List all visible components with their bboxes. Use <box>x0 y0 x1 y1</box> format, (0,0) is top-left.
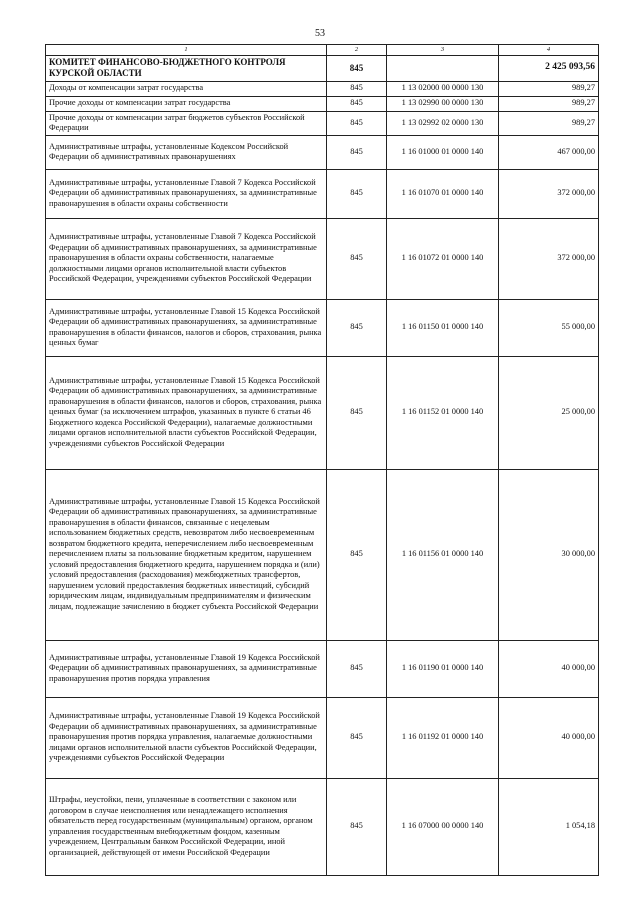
revenue-code: 1 16 01072 01 0000 140 <box>387 218 499 299</box>
row-description: Штрафы, неустойки, пени, уплаченные в соответствии с законом или договором в случае неисполнения или ненадлежащего исполнения обязательств перед государственным (муниципальным) органом, органом управления государственным внебюджетным фондом, казенным учреждением, Центральным банком Российской Федерации, иной организацией, действующей от имени Российской Федерации <box>46 778 327 875</box>
table-row <box>46 469 599 640</box>
committee-name: КОМИТЕТ ФИНАНСОВО-БЮДЖЕТНОГО КОНТРОЛЯ КУРСКОЙ ОБЛАСТИ <box>46 56 327 82</box>
admin-code: 845 <box>327 356 387 469</box>
revenue-code: 1 13 02992 02 0000 130 <box>387 111 499 135</box>
amount: 2 425 093,56 <box>499 56 599 82</box>
admin-code: 845 <box>327 697 387 778</box>
table-row <box>46 96 599 111</box>
amount: 55 000,00 <box>499 299 599 356</box>
amount: 1 054,18 <box>499 778 599 875</box>
row-description: Доходы от компенсации затрат государства <box>46 81 327 96</box>
revenue-code: 1 16 01150 01 0000 140 <box>387 299 499 356</box>
row-description: Прочие доходы от компенсации затрат государства <box>46 96 327 111</box>
table-row <box>46 778 599 875</box>
table-row <box>46 697 599 778</box>
amount: 372 000,00 <box>499 218 599 299</box>
row-description: Административные штрафы, установленные Главой 19 Кодекса Российской Федерации об административных правонарушениях, за административные правонарушения против порядка управления, налагаемые должностными лицами органов исполнительной власти субъектов Российской Федерации, учреждениями субъектов Российской Федерации <box>46 697 327 778</box>
table-row <box>46 299 599 356</box>
amount: 467 000,00 <box>499 135 599 169</box>
amount: 40 000,00 <box>499 697 599 778</box>
revenue-code: 1 16 01190 01 0000 140 <box>387 640 499 697</box>
budget-revenue-table <box>45 44 599 876</box>
revenue-code: 1 16 01156 01 0000 140 <box>387 469 499 640</box>
admin-code: 845 <box>327 640 387 697</box>
table-row <box>46 111 599 135</box>
revenue-code <box>387 56 499 82</box>
row-description: Административные штрафы, установленные Главой 7 Кодекса Российской Федерации об административных правонарушениях, за административные правонарушения в области охраны собственности, налагаемые должностными лицами органов исполнительной власти субъектов Российской Федерации, учреждениями субъектов Российской Федерации <box>46 218 327 299</box>
revenue-code: 1 16 01192 01 0000 140 <box>387 697 499 778</box>
revenue-code: 1 16 01070 01 0000 140 <box>387 169 499 218</box>
table-row <box>46 81 599 96</box>
admin-code: 845 <box>327 469 387 640</box>
amount: 25 000,00 <box>499 356 599 469</box>
table-row <box>46 640 599 697</box>
amount: 989,27 <box>499 111 599 135</box>
admin-code: 845 <box>327 56 387 82</box>
admin-code: 845 <box>327 169 387 218</box>
page-number: 53 <box>315 28 325 39</box>
table-row <box>46 169 599 218</box>
row-description: Административные штрафы, установленные Главой 15 Кодекса Российской Федерации об административных правонарушениях, за административные правонарушения в области финансов, связанные с нецелевым использованием бюджетных средств, невозвратом либо несвоевременным возвратом бюджетного кредита, неперечислением либо несвоевременным перечислением платы за пользование бюджетным кредитом, нарушением условий предоставления бюджетного кредита, нарушением порядка и (или) условий предоставления (расходования) межбюджетных трансфертов, нарушением условий предоставления бюджетных инвестиций, субсидий юридическим лицам, индивидуальным предпринимателям и физическим лицам, подлежащие зачислению в бюджет субъекта Российской Федерации <box>46 469 327 640</box>
column-index: 4 <box>499 45 599 56</box>
admin-code: 845 <box>327 218 387 299</box>
revenue-code: 1 16 01152 01 0000 140 <box>387 356 499 469</box>
table-row <box>46 135 599 169</box>
row-description: Административные штрафы, установленные Кодексом Российской Федерации об административных правонарушениях <box>46 135 327 169</box>
row-description: Прочие доходы от компенсации затрат бюджетов субъектов Российской Федерации <box>46 111 327 135</box>
table-row <box>46 356 599 469</box>
amount: 372 000,00 <box>499 169 599 218</box>
table-row <box>46 218 599 299</box>
row-description: Административные штрафы, установленные Главой 19 Кодекса Российской Федерации об административных правонарушениях, за административные правонарушения против порядка управления <box>46 640 327 697</box>
revenue-code: 1 16 01000 01 0000 140 <box>387 135 499 169</box>
row-description: Административные штрафы, установленные Главой 7 Кодекса Российской Федерации об административных правонарушениях, за административные правонарушения в области охраны собственности <box>46 169 327 218</box>
amount: 30 000,00 <box>499 469 599 640</box>
column-index: 2 <box>327 45 387 56</box>
column-index: 3 <box>387 45 499 56</box>
admin-code: 845 <box>327 299 387 356</box>
amount: 989,27 <box>499 81 599 96</box>
committee-header-row <box>46 56 599 82</box>
admin-code: 845 <box>327 111 387 135</box>
amount: 40 000,00 <box>499 640 599 697</box>
row-description: Административные штрафы, установленные Главой 15 Кодекса Российской Федерации об административных правонарушениях, за административные правонарушения в области финансов, налогов и сборов, страхования, рынка ценных бумаг (за исключением штрафов, указанных в пункте 6 статьи 46 Бюджетного кодекса Российской Федерации), налагаемые должностными лицами органов исполнительной власти субъектов Российской Федерации, учреждениями субъектов Российской Федерации <box>46 356 327 469</box>
revenue-code: 1 13 02990 00 0000 130 <box>387 96 499 111</box>
admin-code: 845 <box>327 96 387 111</box>
amount: 989,27 <box>499 96 599 111</box>
admin-code: 845 <box>327 135 387 169</box>
row-description: Административные штрафы, установленные Главой 15 Кодекса Российской Федерации об административных правонарушениях, за административные правонарушения в области финансов, налогов и сборов, страхования, рынка ценных бумаг <box>46 299 327 356</box>
admin-code: 845 <box>327 778 387 875</box>
admin-code: 845 <box>327 81 387 96</box>
revenue-code: 1 16 07000 00 0000 140 <box>387 778 499 875</box>
column-index-row <box>46 45 599 56</box>
column-index: 1 <box>46 45 327 56</box>
revenue-code: 1 13 02000 00 0000 130 <box>387 81 499 96</box>
